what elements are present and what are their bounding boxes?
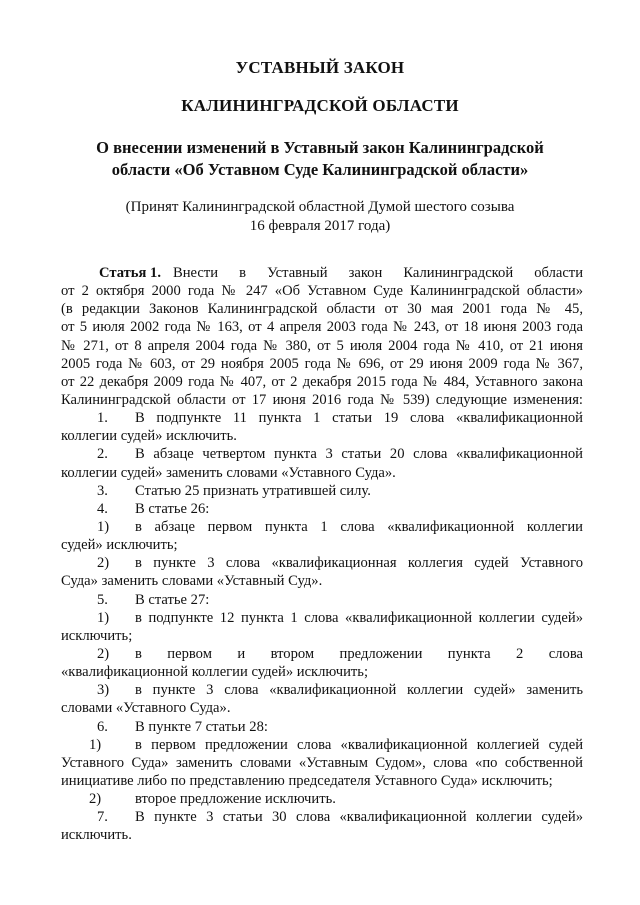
article-intro-line: 2005 года № 603, от 29 ноября 2005 года № 696, от 29 июня 2009 года № 367,: [61, 355, 583, 372]
list-item: [61, 445, 583, 463]
item-text: в подпункте 12 пункта 1 слова «квалификационной коллегии судей»: [135, 609, 583, 626]
sub-item: [61, 645, 583, 663]
item-text: В пункте 3 статьи 30 слова «квалификационной коллегии судей»: [135, 809, 583, 826]
item-text: второе предложение исключить.: [135, 791, 336, 808]
article-label: Статья 1.: [99, 265, 161, 281]
item-continuation: словами «Уставного Суда».: [61, 700, 231, 717]
item-continuation: исключить;: [61, 627, 133, 644]
item-text: В статье 26:: [135, 500, 210, 517]
sub-item: [61, 554, 583, 572]
list-item: [61, 591, 583, 609]
law-title-line1: УСТАВНЫЙ ЗАКОН: [235, 58, 405, 77]
article-intro-text: Внести в Уставный закон Калининградской области: [173, 265, 583, 281]
article-intro-line: Калининградской области от 17 июня 2016 года № 539) следующие изменения:: [61, 391, 583, 408]
item-continuation: инициативе либо по представлению председателя Уставного Суда» исключить;: [61, 772, 553, 789]
article-intro-line: № 271, от 8 апреля 2004 года № 380, от 5 июля 2004 года № 410, от 21 июня: [61, 337, 583, 354]
list-item: [61, 808, 583, 826]
item-text: В статье 27:: [135, 591, 210, 608]
item-text: В абзаце четвертом пункта 3 статьи 20 слова «квалификационной: [135, 446, 583, 463]
list-item: [61, 718, 583, 736]
item-number: 2.: [97, 446, 108, 463]
article-intro-line: (в редакции Законов Калининградской области от 30 мая 2001 года № 45,: [61, 301, 583, 318]
item-number: 6.: [97, 718, 108, 735]
item-text: в первом предложении слова «квалификационной коллегией судей: [135, 736, 583, 753]
item-text: В пункте 7 статьи 28:: [135, 718, 268, 735]
item-text: В подпункте 11 пункта 1 статьи 19 слова «квалификационной: [135, 410, 583, 427]
item-number: 7.: [97, 809, 108, 826]
item-text: в абзаце первом пункта 1 слова «квалификационной коллегии: [135, 518, 583, 535]
item-continuation: Уставного Суда» заменить словами «Уставным Судом», слова «по собственной: [61, 754, 583, 771]
sub-item: [61, 609, 583, 627]
item-continuation: Суда» заменить словами «Уставный Суд».: [61, 573, 323, 590]
article-intro-line: от 2 октября 2000 года № 247 «Об Уставном Суде Калининградской области»: [61, 283, 583, 300]
item-number: 1.: [97, 410, 108, 427]
item-continuation: коллегии судей» заменить словами «Уставного Суда».: [61, 464, 396, 481]
item-number: 2): [97, 645, 110, 662]
sub-item: [61, 518, 583, 536]
law-title-line2: КАЛИНИНГРАДСКОЙ ОБЛАСТИ: [181, 96, 459, 115]
article-intro-line: [61, 264, 583, 282]
adoption-line2: 16 февраля 2017 года): [249, 218, 391, 234]
item-number: 2): [89, 791, 102, 808]
item-number: 4.: [97, 500, 108, 517]
sub-item: [61, 736, 583, 754]
list-item: [61, 482, 583, 500]
item-number: 1): [97, 609, 110, 626]
item-number: 1): [97, 518, 110, 535]
item-number: 5.: [97, 591, 108, 608]
subject-line2: области «Об Уставном Суде Калининградской области»: [111, 160, 529, 179]
item-text: в пункте 3 слова «квалификационная коллегия судей Уставного: [135, 555, 583, 572]
item-number: 3.: [97, 482, 108, 499]
item-continuation: «квалификационной коллегии судей» исключить;: [61, 664, 369, 681]
sub-item: [61, 681, 583, 699]
article-intro-line: от 22 декабря 2009 года № 407, от 2 декабря 2015 года № 484, Уставного закона: [61, 373, 583, 390]
article-body: [61, 264, 583, 845]
adoption-note: [40, 198, 600, 236]
sub-item: [61, 790, 583, 808]
item-continuation: судей» исключить;: [61, 537, 178, 554]
item-text: Статью 25 признать утратившей силу.: [135, 482, 371, 499]
list-item: [61, 409, 583, 427]
item-number: 3): [97, 682, 110, 699]
item-continuation: исключить.: [61, 827, 132, 844]
subject-line1: О внесении изменений в Уставный закон Калининградской: [96, 138, 544, 157]
list-item: [61, 500, 583, 518]
item-text: в первом и втором предложении пункта 2 слова: [135, 645, 583, 662]
adoption-line1: (Принят Калининградской областной Думой шестого созыва: [125, 199, 515, 215]
item-number: 2): [97, 555, 110, 572]
item-text: в пункте 3 слова «квалификационной коллегии судей» заменить: [135, 682, 583, 699]
article-intro-line: от 5 июля 2002 года № 163, от 4 апреля 2003 года № 243, от 18 июня 2003 года: [61, 319, 583, 336]
item-number: 1): [89, 736, 102, 753]
item-continuation: коллегии судей» исключить.: [61, 428, 237, 445]
law-subject: [40, 137, 600, 181]
